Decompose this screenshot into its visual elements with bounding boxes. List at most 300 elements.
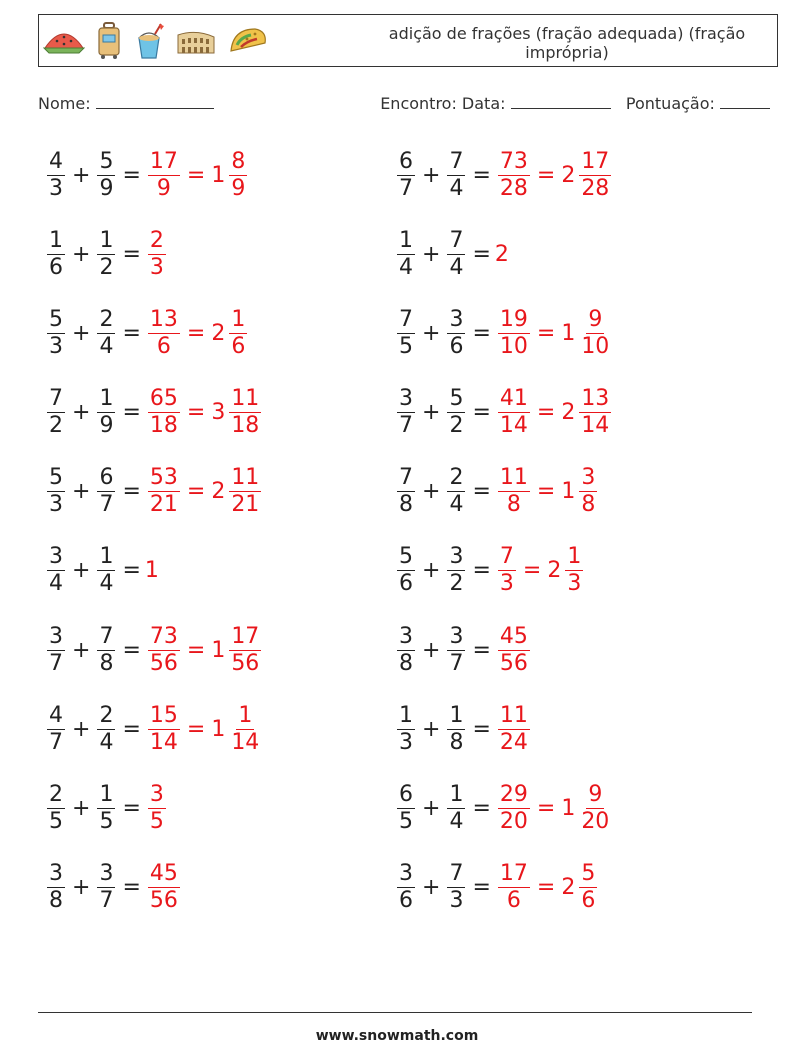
addend-fraction (447, 387, 465, 438)
denominator: 6 (156, 333, 171, 359)
plus-sign: + (422, 875, 441, 901)
problem-item (44, 615, 394, 685)
mixed-whole: 1 (561, 320, 576, 346)
numerator: 7 (399, 465, 413, 491)
mixed-fraction (229, 387, 261, 438)
header-icons (43, 21, 269, 61)
plus-sign: + (72, 479, 91, 505)
numerator: 1 (99, 386, 114, 412)
answer (495, 308, 614, 359)
numerator: 41 (499, 386, 528, 412)
denominator: 9 (99, 175, 114, 201)
denominator: 3 (149, 254, 164, 280)
score-label: Pontuação: (625, 94, 715, 113)
answer (495, 150, 614, 201)
equals-sign: = (122, 400, 141, 426)
answer-whole: 2 (494, 241, 509, 267)
problem-item (394, 219, 744, 289)
numerator: 17 (231, 623, 260, 649)
denominator: 2 (49, 413, 63, 439)
numerator: 15 (149, 702, 178, 728)
denominator: 6 (506, 888, 521, 914)
equals-sign: = (122, 320, 141, 346)
denominator: 5 (99, 809, 114, 834)
denominator: 7 (49, 729, 63, 755)
numerator: 2 (99, 306, 114, 332)
denominator: 14 (149, 729, 178, 755)
footer-url: www.snowmath.com (315, 1028, 479, 1044)
mixed-fraction (579, 308, 611, 359)
addend-fraction (47, 625, 65, 676)
problem-item (394, 853, 744, 923)
denominator: 8 (399, 492, 413, 518)
taco-icon (227, 25, 269, 57)
plus-sign: + (422, 558, 441, 584)
addend-fraction (397, 308, 415, 359)
equals-sign: = (522, 558, 542, 584)
answer-fraction (498, 862, 530, 913)
denominator: 10 (499, 333, 528, 359)
answer (495, 466, 600, 517)
mixed-fraction (579, 862, 597, 913)
problem-item (44, 774, 394, 844)
equals-sign: = (122, 875, 141, 901)
equals-sign: = (186, 320, 206, 346)
numerator: 6 (399, 148, 413, 174)
equals-sign: = (536, 400, 556, 426)
addend-fraction (97, 704, 115, 755)
addend-fraction (47, 466, 65, 517)
problem-item (394, 140, 744, 210)
plus-sign: + (422, 162, 441, 188)
addend-fraction (97, 862, 115, 913)
problem-item (44, 219, 394, 289)
numerator: 5 (581, 861, 596, 887)
plus-sign: + (422, 241, 441, 267)
problem-item (394, 536, 744, 606)
denominator: 8 (449, 729, 464, 755)
denominator: 8 (581, 492, 596, 518)
addend-fraction (47, 545, 65, 596)
denominator: 3 (499, 571, 514, 597)
numerator: 13 (581, 386, 610, 412)
equals-sign: = (186, 479, 206, 505)
numerator: 3 (99, 861, 114, 887)
numerator: 19 (499, 306, 528, 332)
mixed-whole: 1 (561, 796, 576, 821)
equals-sign: = (472, 637, 491, 663)
denominator: 10 (581, 333, 610, 359)
numerator: 4 (49, 148, 63, 174)
answer-fraction (148, 466, 180, 517)
addend-fraction (47, 783, 65, 834)
numerator: 1 (99, 544, 114, 570)
denominator: 4 (99, 333, 114, 359)
denominator: 56 (499, 650, 528, 676)
answer-fraction (498, 625, 530, 676)
denominator: 3 (49, 333, 63, 359)
answer-fraction (148, 704, 180, 755)
denominator: 14 (231, 729, 260, 755)
numerator: 6 (399, 782, 413, 807)
numerator: 7 (49, 386, 63, 412)
mixed-whole: 2 (561, 162, 576, 188)
numerator: 3 (449, 544, 464, 570)
numerator: 3 (449, 623, 464, 649)
problem-item (44, 457, 394, 527)
addend-fraction (447, 783, 465, 834)
addend-fraction (47, 862, 65, 913)
denominator: 6 (49, 254, 63, 280)
answer-fraction (498, 150, 530, 201)
equals-sign: = (122, 162, 141, 188)
equals-sign: = (536, 479, 556, 505)
mixed-whole: 2 (561, 875, 576, 901)
equals-sign: = (472, 558, 491, 584)
numerator: 2 (449, 465, 464, 491)
mixed-fraction (565, 545, 583, 596)
answer (145, 625, 264, 676)
numerator: 11 (231, 386, 260, 412)
date-blank[interactable] (511, 94, 611, 109)
addend-fraction (47, 704, 65, 755)
denominator: 5 (399, 809, 413, 834)
numerator: 11 (499, 702, 528, 728)
numerator: 7 (99, 623, 114, 649)
numerator: 4 (49, 702, 63, 728)
equals-sign: = (186, 162, 206, 188)
problem-item (394, 694, 744, 764)
equals-sign: = (186, 716, 206, 742)
answer-fraction (498, 704, 530, 755)
numerator: 1 (399, 702, 413, 728)
addend-fraction (397, 466, 415, 517)
numerator: 13 (149, 306, 178, 332)
equals-sign: = (472, 796, 491, 821)
denominator: 56 (149, 888, 178, 914)
denominator: 21 (149, 492, 178, 518)
plus-sign: + (72, 400, 91, 426)
mixed-fraction (229, 150, 247, 201)
numerator: 73 (149, 623, 178, 649)
denominator: 6 (231, 333, 246, 359)
numerator: 73 (499, 148, 528, 174)
answer (145, 387, 264, 438)
denominator: 8 (399, 650, 413, 676)
plus-sign: + (72, 162, 91, 188)
denominator: 9 (156, 175, 171, 201)
denominator: 18 (231, 413, 260, 439)
denominator: 3 (49, 492, 63, 518)
equals-sign: = (472, 400, 491, 426)
addend-fraction (47, 150, 65, 201)
problem-grid (44, 140, 764, 932)
answer (495, 242, 509, 267)
numerator: 5 (449, 386, 464, 412)
equals-sign: = (536, 162, 556, 188)
luggage-icon (95, 22, 123, 60)
numerator: 17 (149, 148, 178, 174)
denominator: 3 (399, 729, 413, 755)
mixed-fraction (229, 625, 261, 676)
answer-whole: 1 (144, 558, 159, 584)
addend-fraction (447, 545, 465, 596)
numerator: 5 (49, 465, 63, 491)
mixed-whole: 2 (547, 558, 562, 584)
denominator: 4 (99, 729, 114, 755)
denominator: 56 (149, 650, 178, 676)
problem-item (44, 298, 394, 368)
addend-fraction (397, 783, 415, 834)
numerator: 5 (49, 306, 63, 332)
mixed-whole: 1 (211, 637, 226, 663)
answer (145, 466, 264, 517)
denominator: 14 (499, 413, 528, 439)
problem-item (44, 853, 394, 923)
denominator: 4 (449, 254, 464, 280)
numerator: 9 (588, 306, 603, 332)
denominator: 9 (99, 413, 114, 439)
addend-fraction (447, 862, 465, 913)
mixed-fraction (579, 466, 597, 517)
addend-fraction (97, 150, 115, 201)
numerator: 7 (449, 861, 464, 887)
numerator: 5 (99, 148, 114, 174)
denominator: 21 (231, 492, 260, 518)
equals-sign: = (186, 637, 206, 663)
answer-fraction (498, 783, 530, 834)
denominator: 56 (231, 650, 260, 676)
problem-item (394, 298, 744, 368)
answer (145, 862, 183, 913)
plus-sign: + (72, 716, 91, 742)
mixed-fraction (229, 308, 247, 359)
colosseum-icon (175, 27, 217, 55)
worksheet-title: adição de frações (fração adequada) (fração imprópria) (388, 24, 746, 62)
addend-fraction (47, 308, 65, 359)
answer (495, 862, 600, 913)
numerator: 3 (49, 861, 63, 887)
plus-sign: + (72, 796, 91, 821)
numerator: 2 (99, 702, 114, 728)
addend-fraction (97, 308, 115, 359)
numerator: 3 (449, 306, 464, 332)
mixed-whole: 3 (211, 400, 226, 426)
addend-fraction (97, 545, 115, 596)
addend-fraction (47, 387, 65, 438)
equals-sign: = (472, 162, 491, 188)
addend-fraction (447, 704, 465, 755)
equals-sign: = (186, 400, 206, 426)
numerator: 7 (499, 544, 514, 570)
equals-sign: = (122, 558, 141, 584)
numerator: 45 (499, 623, 528, 649)
addend-fraction (397, 545, 415, 596)
numerator: 17 (581, 148, 610, 174)
numerator: 9 (588, 782, 603, 807)
score-blank[interactable] (720, 94, 770, 109)
numerator: 3 (399, 623, 413, 649)
answer (495, 704, 533, 755)
mixed-whole: 2 (561, 400, 576, 426)
denominator: 4 (99, 571, 114, 597)
plus-sign: + (422, 320, 441, 346)
denominator: 3 (567, 571, 582, 597)
answer (145, 558, 159, 583)
addend-fraction (447, 308, 465, 359)
problem-item (394, 774, 744, 844)
equals-sign: = (472, 875, 491, 901)
problem-item (394, 457, 744, 527)
answer-fraction (498, 466, 530, 517)
numerator: 29 (499, 782, 528, 807)
denominator: 4 (49, 571, 63, 597)
mixed-whole: 2 (211, 320, 226, 346)
denominator: 20 (581, 809, 610, 834)
equals-sign: = (536, 796, 556, 821)
numerator: 3 (399, 861, 413, 887)
denominator: 8 (506, 492, 521, 518)
denominator: 28 (499, 175, 528, 201)
denominator: 7 (399, 175, 413, 201)
mixed-whole: 1 (561, 479, 576, 505)
denominator: 4 (399, 254, 413, 280)
answer-fraction (148, 150, 180, 201)
denominator: 20 (499, 809, 528, 834)
watermelon-icon (43, 26, 85, 56)
denominator: 7 (99, 888, 114, 914)
addend-fraction (97, 229, 115, 280)
numerator: 5 (399, 544, 413, 570)
plus-sign: + (422, 637, 441, 663)
problem-item (394, 615, 744, 685)
numerator: 2 (49, 782, 63, 807)
denominator: 7 (99, 492, 114, 518)
equals-sign: = (472, 479, 491, 505)
denominator: 7 (449, 650, 464, 676)
denominator: 5 (49, 809, 63, 834)
plus-sign: + (72, 241, 91, 267)
problem-item (44, 536, 394, 606)
denominator: 3 (449, 888, 464, 914)
addend-fraction (97, 625, 115, 676)
answer (495, 783, 614, 834)
mixed-fraction (579, 783, 611, 834)
equals-sign: = (536, 875, 556, 901)
equals-sign: = (122, 637, 141, 663)
denominator: 4 (449, 809, 464, 834)
equals-sign: = (472, 320, 491, 346)
mixed-whole: 1 (211, 716, 226, 742)
numerator: 7 (449, 148, 464, 174)
addend-fraction (397, 387, 415, 438)
meeting-score-fields (380, 94, 770, 113)
numerator: 3 (399, 386, 413, 412)
denominator: 18 (149, 413, 178, 439)
answer (145, 308, 250, 359)
numerator: 65 (149, 386, 178, 412)
denominator: 8 (99, 650, 114, 676)
answer (495, 545, 586, 596)
denominator: 14 (581, 413, 610, 439)
denominator: 6 (399, 571, 413, 597)
numerator: 2 (149, 227, 164, 253)
addend-fraction (447, 625, 465, 676)
numerator: 1 (399, 227, 413, 253)
plus-sign: + (72, 320, 91, 346)
numerator: 1 (99, 227, 114, 253)
addend-fraction (447, 466, 465, 517)
answer-fraction (148, 783, 166, 834)
addend-fraction (47, 229, 65, 280)
plus-sign: + (422, 716, 441, 742)
numerator: 45 (149, 861, 178, 887)
numerator: 3 (49, 623, 63, 649)
problem-item (44, 140, 394, 210)
numerator: 11 (499, 465, 528, 491)
denominator: 3 (49, 175, 63, 201)
numerator: 7 (449, 227, 464, 253)
addend-fraction (447, 229, 465, 280)
denominator: 6 (399, 888, 413, 914)
addend-fraction (397, 704, 415, 755)
denominator: 9 (231, 175, 246, 201)
mixed-whole: 1 (211, 162, 226, 188)
name-blank[interactable] (96, 94, 214, 109)
equals-sign: = (472, 716, 491, 742)
answer-fraction (498, 308, 530, 359)
denominator: 5 (399, 333, 413, 359)
answer-fraction (148, 625, 180, 676)
mixed-fraction (229, 704, 261, 755)
numerator: 3 (581, 465, 596, 491)
answer-fraction (148, 229, 166, 280)
denominator: 6 (581, 888, 596, 914)
numerator: 1 (99, 782, 114, 807)
worksheet-header (38, 14, 778, 67)
addend-fraction (97, 783, 115, 834)
denominator: 7 (399, 413, 413, 439)
answer-fraction (148, 308, 180, 359)
equals-sign: = (472, 241, 491, 267)
footer-divider (38, 1012, 752, 1013)
plus-sign: + (422, 400, 441, 426)
meeting-date-label: Encontro: Data: (380, 94, 506, 113)
denominator: 2 (449, 413, 464, 439)
numerator: 3 (49, 544, 63, 570)
addend-fraction (447, 150, 465, 201)
denominator: 6 (449, 333, 464, 359)
addend-fraction (397, 625, 415, 676)
denominator: 7 (49, 650, 63, 676)
numerator: 8 (231, 148, 246, 174)
answer (145, 704, 264, 755)
denominator: 8 (49, 888, 63, 914)
name-field (38, 94, 214, 113)
problem-item (44, 378, 394, 448)
equals-sign: = (122, 479, 141, 505)
plus-sign: + (72, 875, 91, 901)
equals-sign: = (122, 796, 141, 821)
numerator: 1 (449, 702, 464, 728)
addend-fraction (397, 150, 415, 201)
denominator: 28 (581, 175, 610, 201)
problem-item (44, 694, 394, 764)
numerator: 3 (149, 782, 164, 807)
addend-fraction (97, 387, 115, 438)
denominator: 2 (449, 571, 464, 597)
denominator: 4 (449, 492, 464, 518)
